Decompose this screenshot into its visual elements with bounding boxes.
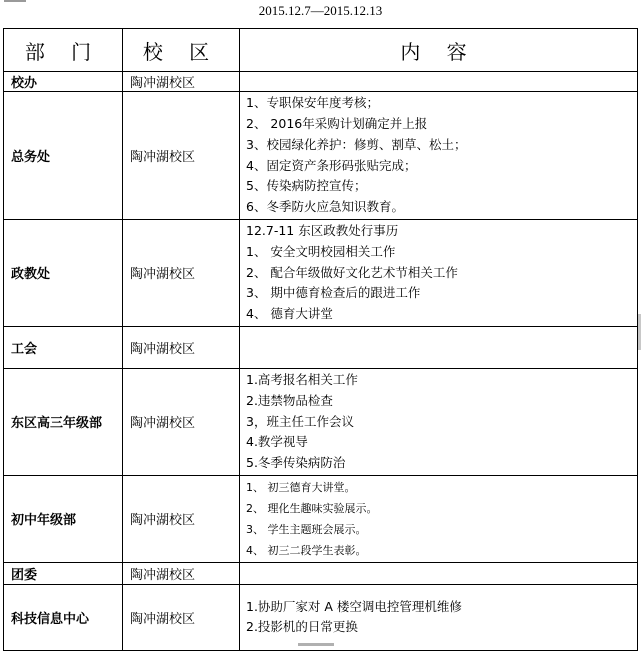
campus-cell: 陶冲湖校区 (123, 220, 240, 327)
header-campus: 校 区 (123, 29, 240, 72)
content-cell (240, 562, 638, 584)
dept-cell: 总务处 (4, 92, 123, 220)
campus-cell: 陶冲湖校区 (123, 72, 240, 92)
content-cell (240, 92, 638, 220)
content-cell (240, 368, 638, 475)
table-row (4, 72, 638, 92)
content-item: 2.违禁物品检查 (246, 392, 333, 408)
content-item: 4、固定资产条形码张贴完成； (246, 157, 417, 173)
table-row (4, 368, 638, 475)
content-item: 2、 配合年级做好文化艺术节相关工作 (246, 264, 458, 280)
campus-cell: 陶冲湖校区 (123, 562, 240, 584)
table-row (4, 92, 638, 220)
content-item: 3，班主任工作会议 (246, 413, 354, 429)
campus-cell: 陶冲湖校区 (123, 584, 240, 650)
content-item: 2、 2016年采购计划确定并上报 (246, 115, 428, 131)
campus-cell: 陶冲湖校区 (123, 475, 240, 562)
campus-cell: 陶冲湖校区 (123, 368, 240, 475)
content-cell (240, 475, 638, 562)
date-range: 2015.12.7—2015.12.13 (258, 3, 383, 18)
content-item: 1、 安全文明校园相关工作 (246, 243, 396, 259)
content-item: 5.冬季传染病防治 (246, 455, 346, 471)
dept-cell: 科技信息中心 (4, 584, 123, 650)
content-cell (240, 326, 638, 368)
campus-cell: 陶冲湖校区 (123, 92, 240, 220)
content-item: 1、专职保安年度考核； (246, 95, 379, 111)
table-row (4, 584, 638, 650)
table-row (4, 326, 638, 368)
content-item: 3、 学生主题班会展示。 (246, 522, 367, 536)
content-cell (240, 220, 638, 327)
table-row (4, 562, 638, 584)
dept-cell: 东区高三年级部 (4, 368, 123, 475)
content-item: 4、 德育大讲堂 (246, 306, 333, 322)
content-item: 3、校园绿化养护：修剪、割草、松土； (246, 136, 467, 152)
dept-cell: 初中年级部 (4, 475, 123, 562)
content-item: 4、 初三二段学生表彰。 (246, 543, 367, 557)
content-item: 1.高考报名相关工作 (246, 371, 358, 387)
content-item: 12.7-11 东区政教处行事历 (246, 223, 399, 238)
content-cell (240, 584, 638, 650)
header-dept: 部 门 (4, 29, 123, 72)
campus-cell: 陶冲湖校区 (123, 326, 240, 368)
dept-cell: 政教处 (4, 220, 123, 327)
content-item: 1.协助厂家对 A 楼空调电控管理机维修 (246, 598, 462, 614)
dept-cell: 团委 (4, 562, 123, 584)
content-cell (240, 72, 638, 92)
content-item: 2、 理化生趣味实验展示。 (246, 501, 378, 515)
header-content: 内 容 (240, 29, 638, 72)
content-item: 2.投影机的日常更换 (246, 619, 358, 635)
dept-cell: 校办 (4, 72, 123, 92)
weekly-schedule-table (3, 28, 638, 651)
content-item: 4.教学视导 (246, 434, 308, 450)
table-row (4, 475, 638, 562)
header-row (4, 29, 638, 72)
dept-cell: 工会 (4, 326, 123, 368)
content-item: 3、 期中德育检查后的跟进工作 (246, 285, 421, 301)
content-item: 5、传染病防控宣传； (246, 178, 367, 194)
table-row (4, 220, 638, 327)
page-corner-mark (4, 0, 26, 2)
content-item: 1、 初三德育大讲堂。 (246, 480, 356, 494)
content-item: 6、冬季防火应急知识教育。 (246, 199, 404, 215)
